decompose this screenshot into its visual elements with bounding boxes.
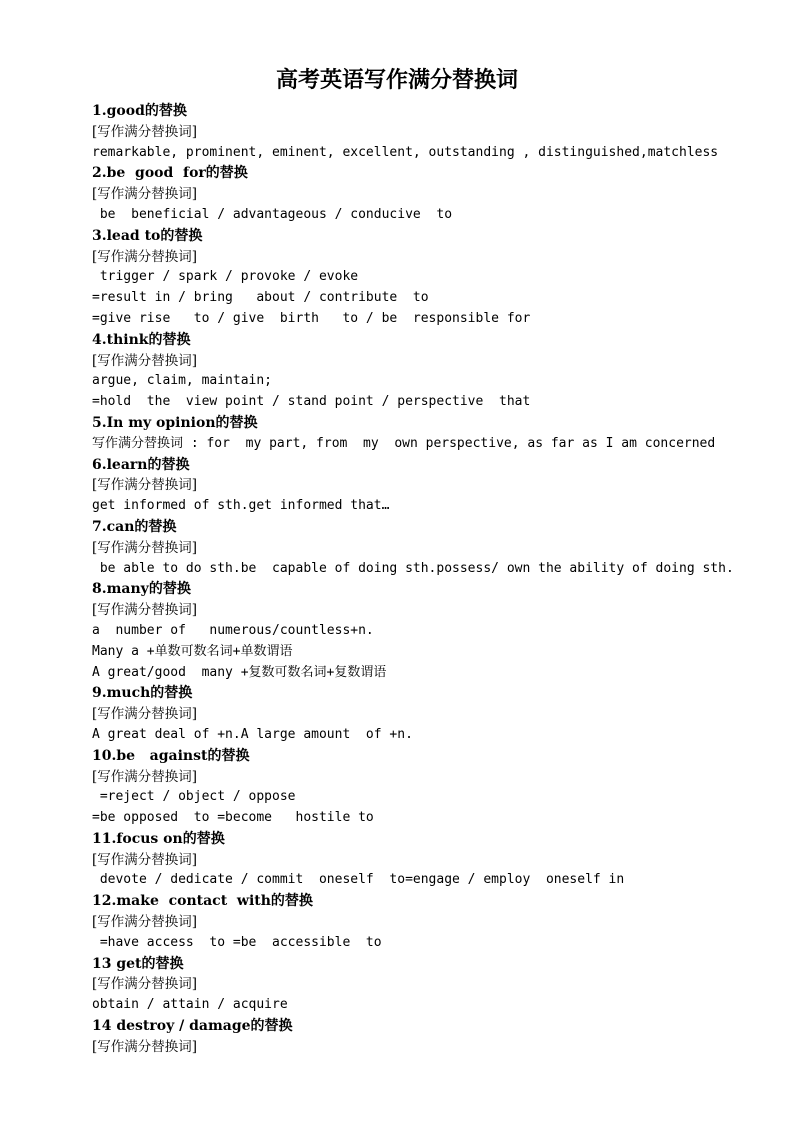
text-line: =result in / bring about / contribute to	[92, 290, 429, 306]
section-label: [写作满分替换词]	[92, 1038, 198, 1055]
text-line: be beneficial / advantageous / conducive to	[92, 206, 453, 222]
section-heading: 9.much的替换	[92, 685, 193, 702]
text-line: remarkable, prominent, eminent, excellent, outstanding , distinguished,matchless	[92, 144, 719, 160]
section-heading: 14 destroy / damage的替换	[92, 1018, 293, 1035]
section-label: [写作满分替换词]	[92, 602, 198, 619]
text-line: =hold the view point / stand point / perspective that	[92, 394, 531, 410]
text-line: argue, claim, maintain;	[92, 373, 273, 389]
section-heading: 7.can的替换	[92, 518, 177, 535]
text-line: obtain / attain / acquire	[92, 997, 288, 1013]
text-line: =give rise to / give birth to / be responsible for	[92, 310, 531, 326]
section-heading: 4.think的替换	[92, 331, 191, 348]
text-line: =be opposed to =become hostile to	[92, 810, 374, 826]
section-label: [写作满分替换词]	[92, 706, 198, 723]
section-label: [写作满分替换词]	[92, 352, 198, 369]
section-heading: 1.good的替换	[92, 103, 187, 119]
text-line: A great/good many +复数可数名词+复数谓语	[92, 664, 387, 680]
text-line: be able to do sth.be capable of doing sth.possess/ own the ability of doing sth.	[92, 560, 734, 576]
section-heading: 10.be against的替换	[92, 747, 250, 764]
section-heading: 3.lead to的替换	[92, 227, 203, 244]
section-heading: 2.be good for的替换	[92, 165, 248, 182]
section-heading: 11.focus on的替换	[92, 830, 225, 847]
section-heading: 12.make contact with的替换	[92, 893, 313, 910]
text-line: get informed of sth.get informed that…	[92, 498, 390, 514]
document-body	[92, 101, 752, 1058]
section-label: [写作满分替换词]	[92, 248, 198, 265]
section-label: [写作满分替换词]	[92, 477, 198, 494]
text-line: Many a +单数可数名词+单数谓语	[92, 643, 293, 659]
text-line: =have access to =be accessible to	[92, 934, 382, 950]
section-label: [写作满分替换词]	[92, 186, 198, 203]
section-label: [写作满分替换词]	[92, 976, 198, 993]
text-line: a number of numerous/countless+n.	[92, 622, 374, 638]
section-label: [写作满分替换词]	[92, 123, 198, 140]
section-label: [写作满分替换词]	[92, 914, 198, 931]
text-line: A great deal of +n.A large amount of +n.	[92, 726, 413, 742]
page-title: 高考英语写作满分替换词	[275, 68, 518, 93]
section-heading: 5.In my opinion的替换	[92, 414, 258, 431]
text-line: 写作满分替换词 : for my part, from my own perspective, as far as I am concerned	[92, 435, 716, 451]
section-label: [写作满分替换词]	[92, 539, 198, 556]
text-line: devote / dedicate / commit oneself to=engage / employ oneself in	[92, 872, 625, 888]
text-line: trigger / spark / provoke / evoke	[92, 269, 359, 285]
section-heading: 8.many的替换	[92, 581, 191, 598]
section-label: [写作满分替换词]	[92, 768, 198, 785]
section-label: [写作满分替换词]	[92, 851, 198, 868]
text-line: =reject / object / oppose	[92, 789, 296, 805]
section-heading: 6.learn的替换	[92, 456, 190, 473]
section-heading: 13 get的替换	[92, 955, 184, 972]
